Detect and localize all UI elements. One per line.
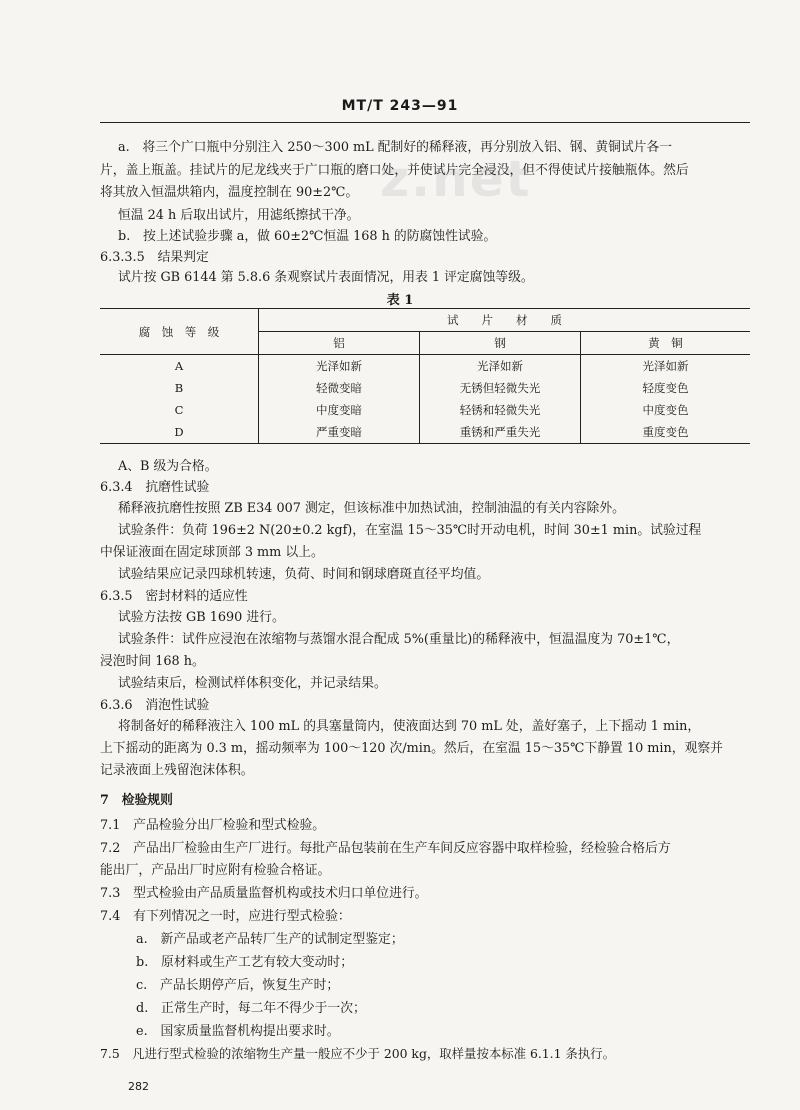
steel-cell: 轻锈和轻微失光	[420, 399, 581, 421]
aluminum-cell: 光泽如新	[259, 355, 420, 378]
clause-7-2: 7.2 产品出厂检验由生产厂进行。每批产品包装前在生产车间反应容器中取样检验，经检验合格后方	[100, 841, 671, 856]
paragraph-line: 试验条件：负荷 196±2 N(20±0.2 kgf)，在室温 15～35℃时开动电机，时间 30±1 min。试验过程	[118, 523, 702, 538]
grade-cell: C	[100, 399, 259, 421]
paragraph-line: 试验方法按 GB 1690 进行。	[118, 610, 285, 625]
clause-7-3: 7.3 型式检验由产品质量监督机构或技术归口单位进行。	[100, 886, 428, 901]
table-row	[100, 421, 750, 444]
paragraph-line: b. 按上述试验步骤 a，做 60±2℃恒温 168 h 的防腐蚀性试验。	[118, 229, 497, 244]
paragraph-line: 试片按 GB 6144 第 5.8.6 条观察试片表面情况，用表 1 评定腐蚀等级。	[118, 270, 534, 285]
table-row	[100, 355, 750, 378]
table-header-steel: 钢	[420, 332, 581, 355]
steel-cell: 无锈但轻微失光	[420, 377, 581, 399]
table-header-material: 试 片 材 质	[259, 309, 751, 332]
clause-7-1: 7.1 产品检验分出厂检验和型式检验。	[100, 818, 326, 833]
brass-cell: 轻度变色	[642, 381, 689, 395]
section-heading-6-3-4: 6.3.4 抗磨性试验	[100, 480, 210, 495]
brass-cell: 重度变色	[581, 421, 751, 444]
page-header: MT/T 243—91	[341, 98, 459, 114]
aluminum-cell: 严重变暗	[259, 421, 420, 444]
page-number: 282	[128, 1080, 149, 1093]
brass-cell: 光泽如新	[642, 359, 689, 373]
section-heading-6-3-6: 6.3.6 消泡性试验	[100, 698, 210, 713]
table-title: 表 1	[386, 293, 414, 308]
list-item: c. 产品长期停产后，恢复生产时；	[136, 978, 340, 993]
list-item: e. 国家质量监督机构提出要求时。	[136, 1024, 340, 1039]
brass-cell: 中度变色	[642, 403, 689, 417]
section-heading-6-3-3-5: 6.3.3.5 结果判定	[100, 250, 209, 265]
table-row	[100, 377, 750, 399]
paragraph-line: 记录液面上残留泡沫体积。	[100, 763, 254, 778]
paragraph-line: 试验条件：试件应浸泡在浓缩物与蒸馏水混合配成 5%(重量比)的稀释液中，恒温温度为 70±1℃，	[118, 632, 680, 647]
steel-cell: 光泽如新	[420, 355, 581, 378]
header-rule	[100, 122, 750, 123]
list-item: b. 原材料或生产工艺有较大变动时；	[136, 955, 354, 970]
corrosion-grade-table	[100, 308, 750, 444]
section-heading-7: 7 检验规则	[100, 793, 173, 808]
paragraph-line: 试验结束后，检测试样体积变化，并记录结果。	[118, 676, 387, 691]
table-header-grade: 腐 蚀 等 级	[100, 309, 259, 355]
list-item: d. 正常生产时，每二年不得少于一次；	[136, 1001, 366, 1016]
clause-7-4: 7.4 有下列情况之一时，应进行型式检验：	[100, 909, 351, 924]
paragraph-line: 将制备好的稀释液注入 100 mL 的具塞量筒内，使液面达到 70 mL 处，盖好塞子，上下摇动 1 min，	[118, 719, 701, 734]
paragraph-line: 试验结果应记录四球机转速，负荷、时间和钢球磨斑直径平均值。	[118, 567, 490, 582]
paragraph-line: 中保证液面在固定球顶部 3 mm 以上。	[100, 545, 324, 560]
paragraph-line: A、B 级为合格。	[118, 459, 218, 474]
table-header-aluminum: 铝	[259, 332, 420, 355]
table-row	[100, 399, 750, 421]
clause-7-5: 7.5 凡进行型式检验的浓缩物生产量一般应不少于 200 kg，取样量按本标准 6.1.1 条执行。	[100, 1046, 615, 1061]
list-item: a. 新产品或老产品转厂生产的试制定型鉴定；	[136, 932, 404, 947]
grade-cell: D	[100, 421, 259, 444]
table-header-brass: 黄 铜	[581, 332, 751, 355]
paragraph-line: 片，盖上瓶盖。挂试片的尼龙线夹于广口瓶的磨口处，并使试片完全浸没，但不得使试片接触瓶体。然后	[100, 163, 689, 178]
paragraph-line: 恒温 24 h 后取出试片，用滤纸擦拭干净。	[118, 208, 360, 223]
section-heading-6-3-5: 6.3.5 密封材料的适应性	[100, 589, 248, 604]
paragraph-line: 能出厂，产品出厂时应附有检验合格证。	[100, 863, 331, 878]
aluminum-cell: 轻微变暗	[259, 377, 420, 399]
paragraph-line: 浸泡时间 168 h。	[100, 654, 205, 669]
paragraph-line: 上下摇动的距离为 0.3 m，摇动频率为 100～120 次/min。然后，在室温 15～35℃下静置 10 min，观察并	[100, 741, 723, 756]
watermark: z.net	[380, 150, 532, 208]
grade-cell: A	[100, 355, 259, 378]
steel-cell: 重锈和严重失光	[420, 421, 581, 444]
paragraph-line: 将其放入恒温烘箱内，温度控制在 90±2℃。	[100, 185, 359, 200]
grade-cell: B	[100, 377, 259, 399]
paragraph-line: a. 将三个广口瓶中分别注入 250～300 mL 配制好的稀释液，再分别放入铝、钢、黄铜试片各一	[118, 140, 673, 155]
aluminum-cell: 中度变暗	[259, 399, 420, 421]
paragraph-line: 稀释液抗磨性按照 ZB E34 007 测定，但该标准中加热试油，控制油温的有关内容除外。	[118, 501, 625, 516]
